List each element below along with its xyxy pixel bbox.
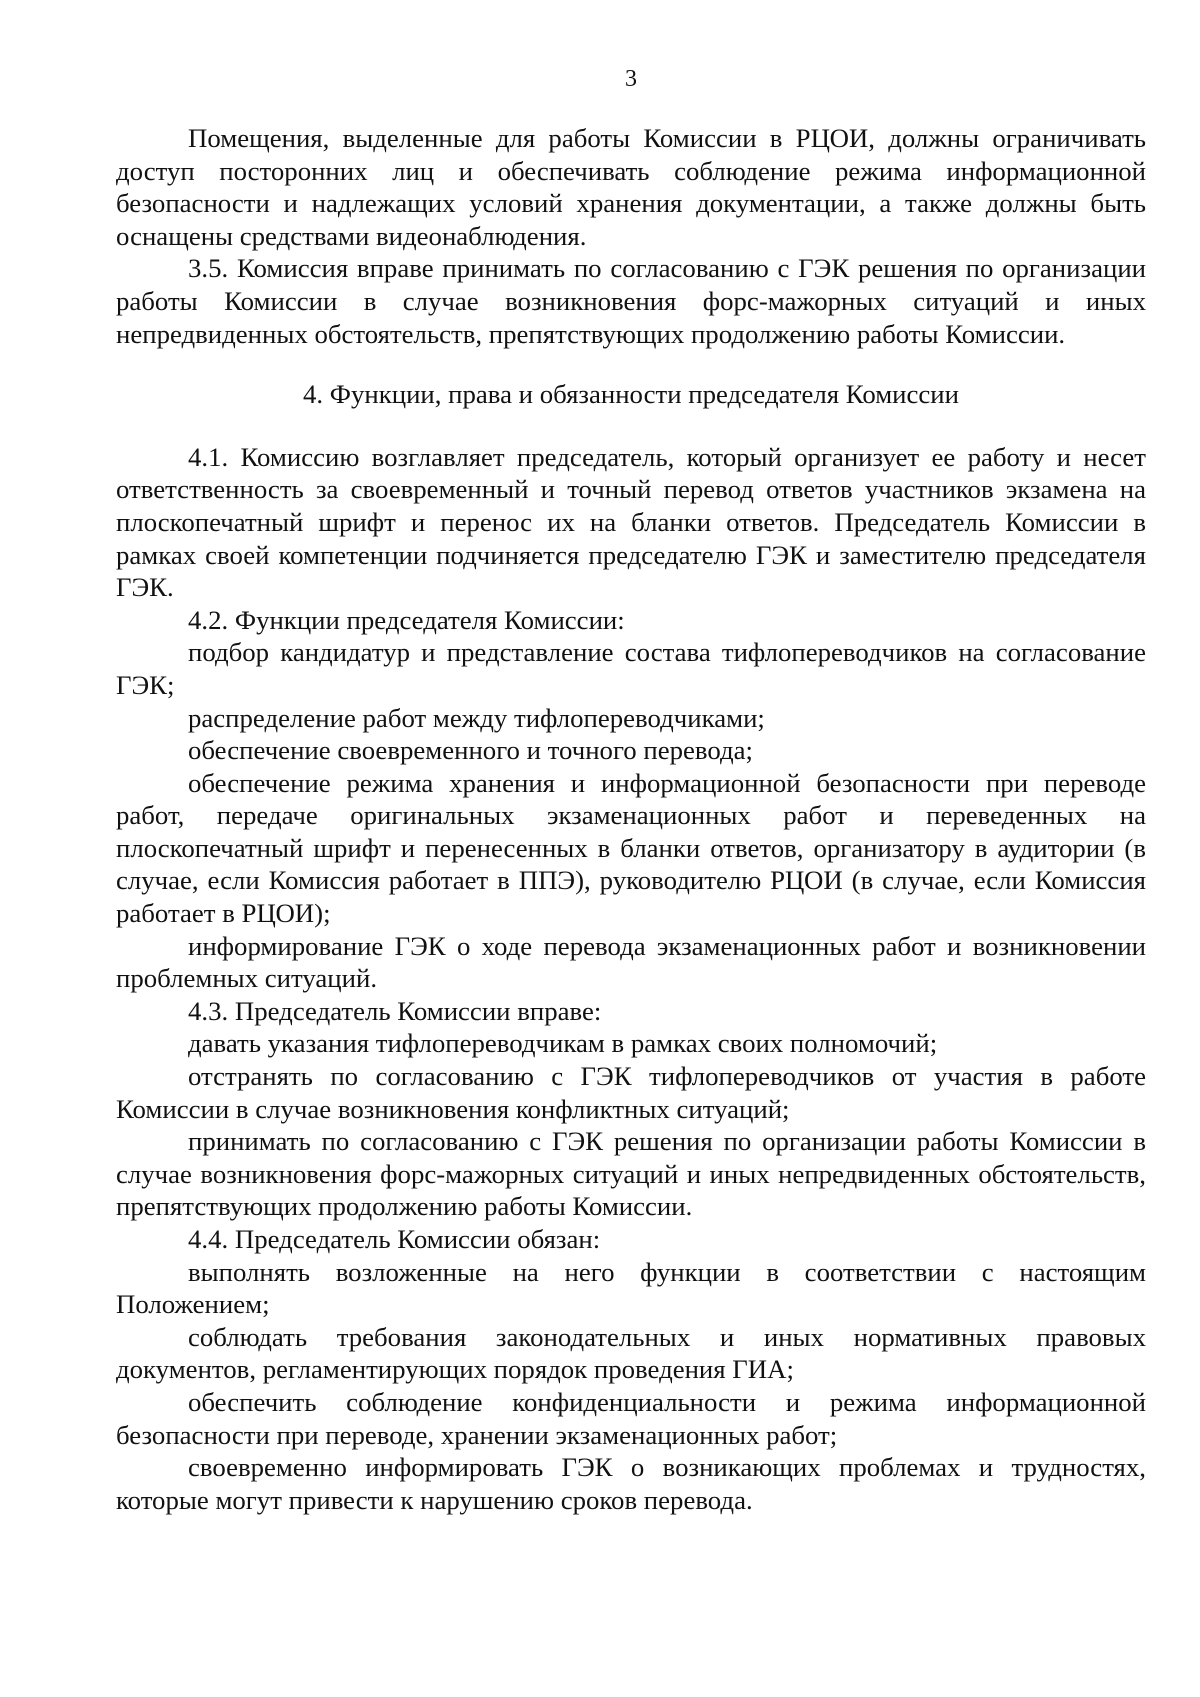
section-4-heading: 4. Функции, права и обязанности председателя Комиссии <box>303 379 959 410</box>
list-item: отстранять по согласованию с ГЭК тифлопереводчиков от участия в работе Комиссии в случае возникновения конфликтных ситуаций; <box>116 1061 1146 1124</box>
list-item: своевременно информировать ГЭК о возникающих проблемах и трудностях, которые могут привести к нарушению сроков перевода. <box>116 1452 1146 1515</box>
list-item: соблюдать требования законодательных и иных нормативных правовых документов, регламентирующих порядок проведения ГИА; <box>116 1321 1146 1385</box>
list-item: информирование ГЭК о ходе перевода экзаменационных работ и возникновении проблемных ситуаций. <box>116 930 1146 994</box>
paragraph-4-2: 4.2. Функции председателя Комиссии: <box>188 604 625 635</box>
paragraph-3-5: 3.5. Комиссия вправе принимать по согласованию с ГЭК решения по организации работы Комиссии в случае возникновения форс-мажорных ситуаций и иных непредвиденных обстоятельств, препятствующих продолжению работы Комиссии. <box>116 253 1146 349</box>
list-item: подбор кандидатур и представление состава тифлопереводчиков на согласование ГЭК; <box>116 637 1146 700</box>
paragraph-4-3: 4.3. Председатель Комиссии вправе: <box>188 995 602 1026</box>
list-item: обеспечение своевременного и точного перевода; <box>188 735 753 766</box>
paragraph-premises: Помещения, выделенные для работы Комиссии в РЦОИ, должны ограничивать доступ посторонних лиц и обеспечивать соблюдение режима информационной безопасности и надлежащих условий хранения документации, а также должны быть оснащены средствами видеонаблюдения. <box>116 123 1146 251</box>
list-item: обеспечить соблюдение конфиденциальности и режима информационной безопасности при переводе, хранении экзаменационных работ; <box>116 1386 1146 1450</box>
document-page <box>116 64 1146 1516</box>
paragraph-4-4: 4.4. Председатель Комиссии обязан: <box>188 1224 601 1254</box>
list-item: давать указания тифлопереводчикам в рамках своих полномочий; <box>188 1028 938 1059</box>
page-number: 3 <box>625 66 637 92</box>
list-item: принимать по согласованию с ГЭК решения по организации работы Комиссии в случае возникновения форс-мажорных ситуаций и иных непредвиденных обстоятельств, препятствующих продолжению работы Комиссии. <box>116 1126 1146 1222</box>
list-item: распределение работ между тифлопереводчиками; <box>188 702 765 733</box>
list-item: обеспечение режима хранения и информационной безопасности при переводе работ, передаче оригинальных экзаменационных работ и переведенных на плоскопечатный шрифт и перенесенных в бланки ответов, организатору в аудитории (в случае, если Комиссия работает в ППЭ), руководителю РЦОИ (в случае, если Комиссия работает в РЦОИ); <box>116 767 1146 929</box>
list-item: выполнять возложенные на него функции в соответствии с настоящим Положением; <box>116 1256 1146 1320</box>
paragraph-4-1: 4.1. Комиссию возглавляет председатель, который организует ее работу и несет ответственность за своевременный и точный перевод ответов участников экзамена на плоскопечатный шрифт и перенос их на бланки ответов. Председатель Комиссии в рамках своей компетенции подчиняется председателю ГЭК и заместителю председателя ГЭК. <box>116 441 1146 603</box>
